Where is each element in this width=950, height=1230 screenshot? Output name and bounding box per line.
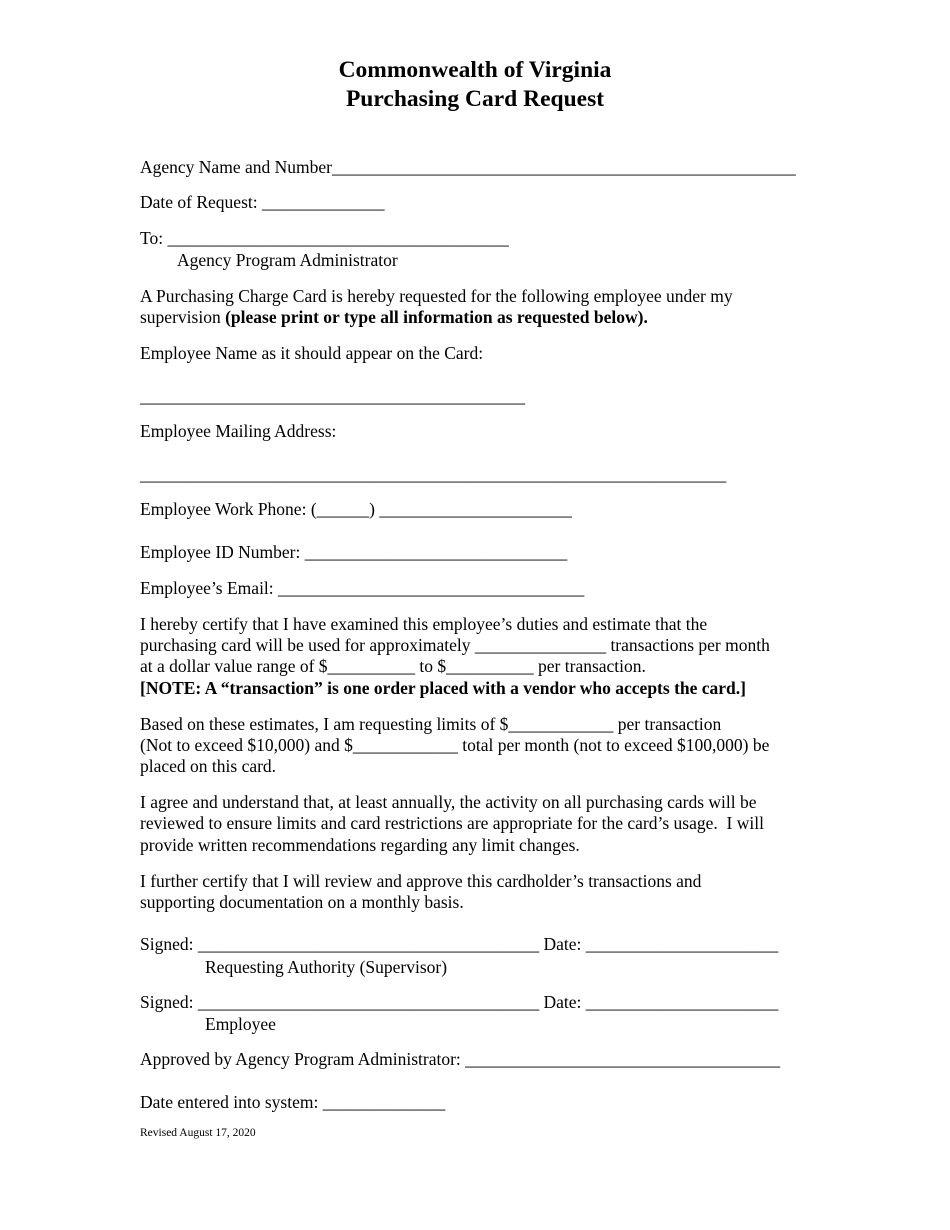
to-field-caption: Agency Program Administrator: [177, 250, 398, 270]
page-title-line-2: Purchasing Card Request: [345, 86, 605, 112]
employee-email-field[interactable]: Employee’s Email: ___________________________________: [140, 578, 585, 598]
employee-address-field[interactable]: ___________________________________________________________________: [140, 464, 727, 484]
approved-by-field[interactable]: Approved by Agency Program Administrator: ____________________________________: [140, 1049, 781, 1069]
intro-line-2-normal: supervision: [140, 307, 226, 327]
employee-id-number-field[interactable]: Employee ID Number: ______________________________: [140, 542, 568, 562]
supervisor-signature-field[interactable]: Signed: _______________________________________ Date: ______________________: [140, 934, 779, 954]
certify-dollar-range-field[interactable]: at a dollar value range of $__________ to $__________ per transaction.: [140, 656, 646, 676]
limits-per-transaction-field[interactable]: Based on these estimates, I am requesting limits of $____________ per transaction: [140, 714, 722, 734]
intro-line-2-bold: (please print or type all information as requested below).: [225, 307, 648, 327]
further-line-1: I further certify that I will review and approve this cardholder’s transactions and: [140, 871, 702, 891]
page-title: [0, 56, 950, 114]
employee-address-label: Employee Mailing Address:: [140, 421, 337, 441]
page-title-line-1: Commonwealth of Virginia: [338, 57, 612, 83]
employee-signature-field[interactable]: Signed: _______________________________________ Date: ______________________: [140, 992, 779, 1012]
date-entered-field[interactable]: Date entered into system: ______________: [140, 1092, 446, 1112]
employee-name-label: Employee Name as it should appear on the Card:: [140, 343, 484, 363]
employee-work-phone-field[interactable]: Employee Work Phone: (______) ______________________: [140, 499, 572, 519]
intro-line-1: A Purchasing Charge Card is hereby requested for the following employee under my: [140, 286, 733, 306]
further-line-2: supporting documentation on a monthly basis.: [140, 892, 464, 912]
intro-line-2: [140, 307, 648, 328]
agree-line-2: reviewed to ensure limits and card restrictions are appropriate for the card’s usage. I will: [140, 813, 764, 833]
certify-line-1: I hereby certify that I have examined this employee’s duties and estimate that the: [140, 614, 708, 634]
limits-line-3: placed on this card.: [140, 756, 277, 776]
to-field[interactable]: To: _______________________________________: [140, 228, 509, 248]
revised-date: Revised August 17, 2020: [140, 1127, 256, 1139]
agree-line-1: I agree and understand that, at least annually, the activity on all purchasing cards will be: [140, 792, 757, 812]
certify-transactions-field[interactable]: purchasing card will be used for approximately _______________ transactions per month: [140, 635, 770, 655]
employee-name-field[interactable]: ____________________________________________: [140, 386, 525, 406]
agree-line-3: provide written recommendations regarding any limit changes.: [140, 835, 580, 855]
employee-signature-caption: Employee: [205, 1014, 276, 1034]
supervisor-signature-caption: Requesting Authority (Supervisor): [205, 957, 448, 977]
certify-note: [NOTE: A “transaction” is one order placed with a vendor who accepts the card.]: [140, 678, 746, 698]
date-of-request-field[interactable]: Date of Request: ______________: [140, 192, 385, 212]
limits-per-month-field[interactable]: (Not to exceed $10,000) and $____________ total per month (not to exceed $100,000) be: [140, 735, 770, 755]
agency-name-field[interactable]: Agency Name and Number_____________________________________________________: [140, 157, 796, 177]
